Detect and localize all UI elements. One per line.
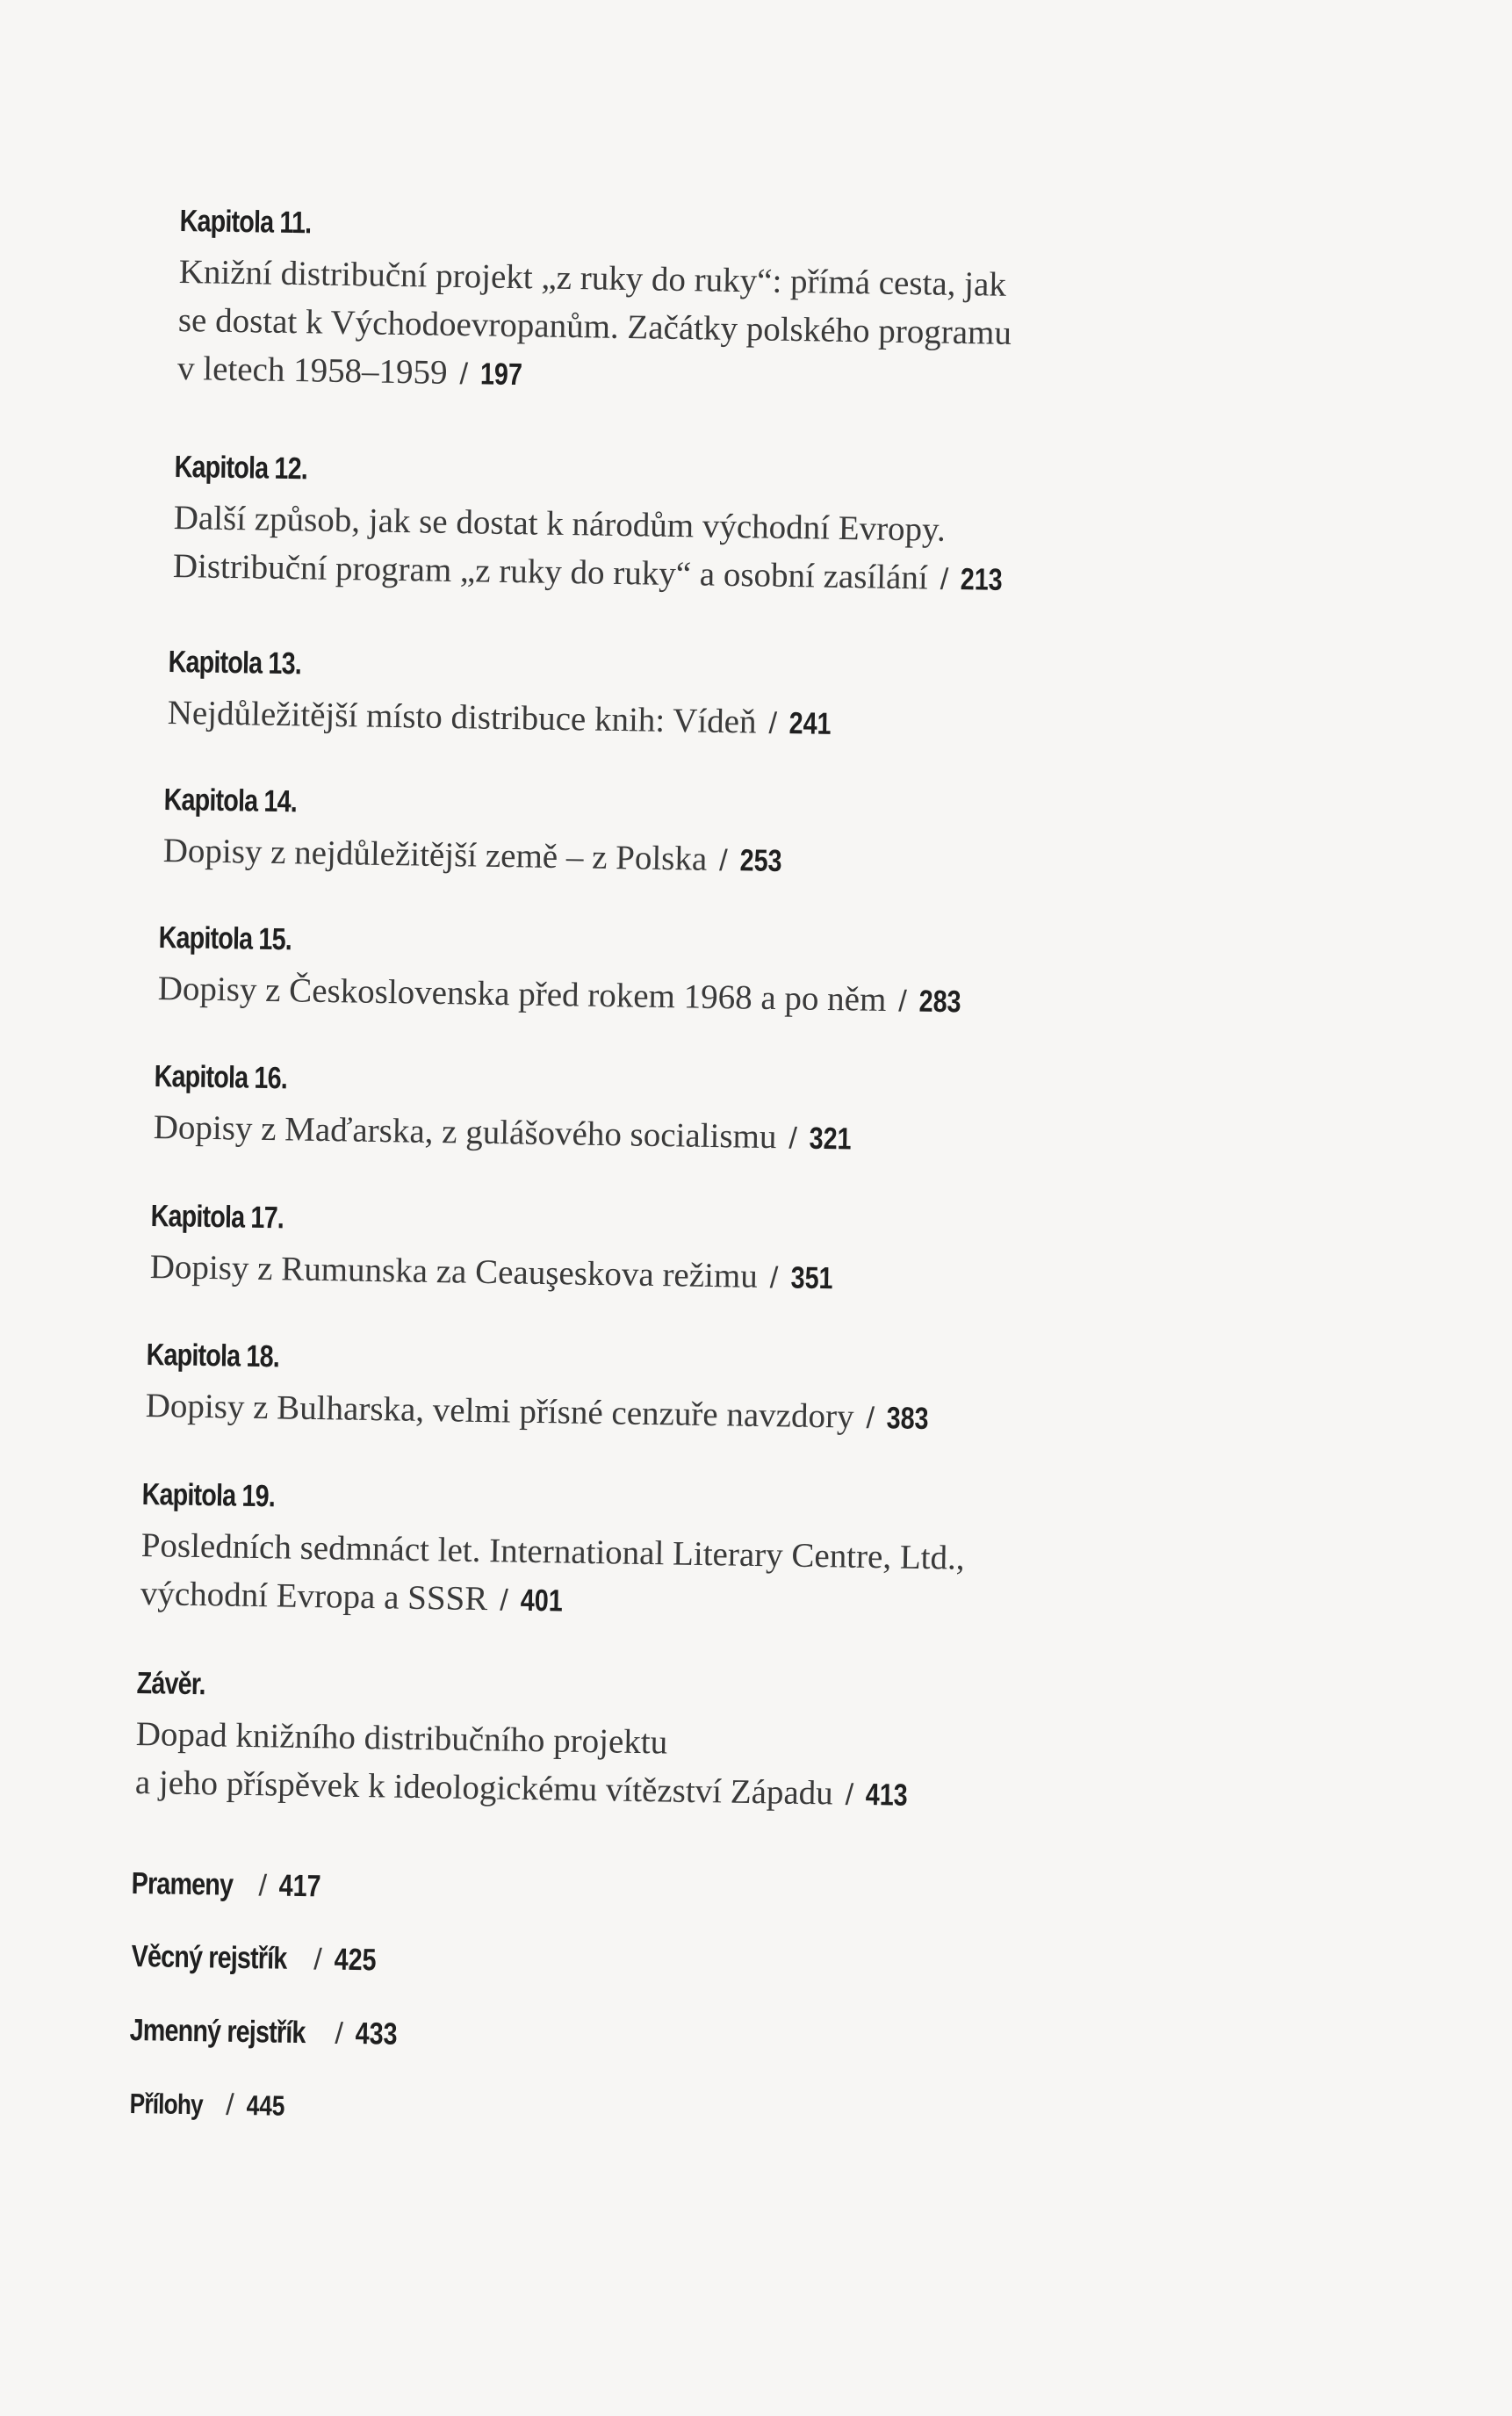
- chapter-heading: Kapitola 11.: [179, 204, 312, 241]
- chapter-title-line-last: Dopisy z Československa před rokem 1968 a po něm / 283: [157, 964, 970, 1028]
- chapter-title-line-last: východní Evropa a SSSR / 401: [140, 1569, 964, 1633]
- chapter-heading: Závěr.: [136, 1666, 206, 1702]
- page-separator: /: [335, 2016, 344, 2051]
- chapter-title: [134, 1710, 918, 1821]
- page-separator: /: [499, 1583, 509, 1618]
- chapter-heading: Kapitola 16.: [154, 1059, 288, 1096]
- chapter-heading: Kapitola 15.: [158, 920, 292, 957]
- toc-entry-chapter-19: [140, 1477, 965, 1633]
- page-separator: /: [898, 984, 908, 1019]
- chapter-title-line: Dopad knižního distribučního projektu: [135, 1714, 668, 1762]
- page-number: 321: [809, 1121, 853, 1157]
- page-separator: /: [866, 1401, 875, 1436]
- chapter-title: [167, 689, 841, 749]
- page-separator: /: [225, 2088, 234, 2122]
- page-number: 197: [479, 357, 523, 393]
- toc-entry-name-index: [129, 2013, 407, 2052]
- chapter-heading: Kapitola 19.: [141, 1477, 276, 1514]
- page-separator: /: [768, 706, 778, 740]
- page-number: 401: [520, 1583, 563, 1619]
- chapter-title: [140, 1521, 965, 1633]
- back-matter-label: Věcný rejstřík: [131, 1939, 287, 1976]
- chapter-title-line-last: Dopisy z Bulharska, velmi přísné cenzuře navzdory / 383: [145, 1381, 938, 1444]
- chapter-heading: Kapitola 13.: [168, 645, 302, 682]
- page-number: 283: [918, 984, 961, 1020]
- toc-entry-chapter-15: [157, 920, 971, 1028]
- toc-entry-appendices: [129, 2086, 293, 2124]
- page-separator: /: [258, 1869, 268, 1903]
- chapter-title-line-last: Nejdůležitější místo distribuce knih: Vídeň / 241: [167, 689, 841, 749]
- chapter-title-line: se dostat k Východoevropanům. Začátky polského programu: [177, 300, 1012, 352]
- page-number: 253: [739, 843, 782, 879]
- chapter-title: [145, 1381, 938, 1444]
- page-number: 351: [789, 1260, 833, 1296]
- page-number: 413: [865, 1778, 909, 1813]
- chapter-title-line: Další způsob, jak se dostat k národům východní Evropy.: [173, 498, 947, 549]
- chapter-title: [177, 248, 1013, 407]
- back-matter-label: Prameny: [131, 1866, 234, 1902]
- toc-entry-chapter-11: [177, 204, 1013, 407]
- chapter-heading: Kapitola 17.: [150, 1199, 284, 1236]
- page-separator: /: [940, 562, 949, 596]
- toc-entry-chapter-14: [162, 782, 792, 886]
- page-number: 383: [886, 1401, 930, 1437]
- chapter-title: [157, 964, 970, 1028]
- chapter-title: [153, 1103, 860, 1165]
- toc-entry-conclusion: [134, 1666, 918, 1821]
- toc-entry-chapter-18: [145, 1338, 939, 1444]
- chapter-title: [149, 1243, 842, 1303]
- back-matter-label: Jmenný rejstřík: [129, 2013, 306, 2051]
- toc-entry-subject-index: [131, 1939, 385, 1979]
- back-matter-label: Přílohy: [129, 2087, 204, 2121]
- page-number: 425: [334, 1942, 377, 1978]
- toc-entry-chapter-17: [149, 1199, 843, 1303]
- chapter-title-line: Posledních sedmnáct let. International Literary Centre, Ltd.,: [140, 1525, 965, 1577]
- toc-entry-chapter-12: [172, 450, 1013, 605]
- chapter-heading: Kapitola 18.: [146, 1338, 280, 1374]
- page-number: 445: [246, 2089, 285, 2122]
- page-separator: /: [769, 1261, 779, 1295]
- chapter-heading: Kapitola 14.: [163, 782, 298, 819]
- page-number: 213: [960, 562, 1004, 597]
- page-number: 417: [278, 1868, 322, 1904]
- chapter-title-line-last: a jeho příspěvek k ideologickému vítězství Západu / 413: [134, 1758, 918, 1821]
- toc-entry-chapter-16: [153, 1059, 861, 1165]
- chapter-title-line-last: Dopisy z Rumunska za Ceauşeskova režimu / 351: [149, 1243, 842, 1303]
- toc-entry-chapter-13: [167, 645, 841, 749]
- page-separator: /: [788, 1121, 798, 1156]
- chapter-title-line: Knižní distribuční projekt „z ruky do ruky“: přímá cesta, jak: [178, 252, 1007, 304]
- page-number: 433: [355, 2016, 399, 2052]
- chapter-title: [162, 826, 791, 886]
- chapter-title-line-last: Dopisy z Maďarska, z gulášového socialismu / 321: [153, 1103, 860, 1165]
- chapter-title-line-last: Dopisy z nejdůležitější země – z Polska / 253: [162, 826, 791, 886]
- page-separator: /: [845, 1778, 854, 1812]
- chapter-title-line-last: Distribuční program „z ruky do ruky“ a osobní zasílání / 213: [172, 542, 1012, 605]
- chapter-title: [172, 494, 1012, 605]
- page-separator: /: [459, 357, 469, 392]
- toc-entry-sources: [131, 1866, 330, 1905]
- chapter-heading: Kapitola 12.: [174, 450, 308, 487]
- chapter-title-line-last: v letech 1958–1959 / 197: [177, 344, 1012, 407]
- page-number: 241: [788, 706, 832, 741]
- page-separator: /: [313, 1943, 323, 1977]
- page-separator: /: [718, 843, 728, 878]
